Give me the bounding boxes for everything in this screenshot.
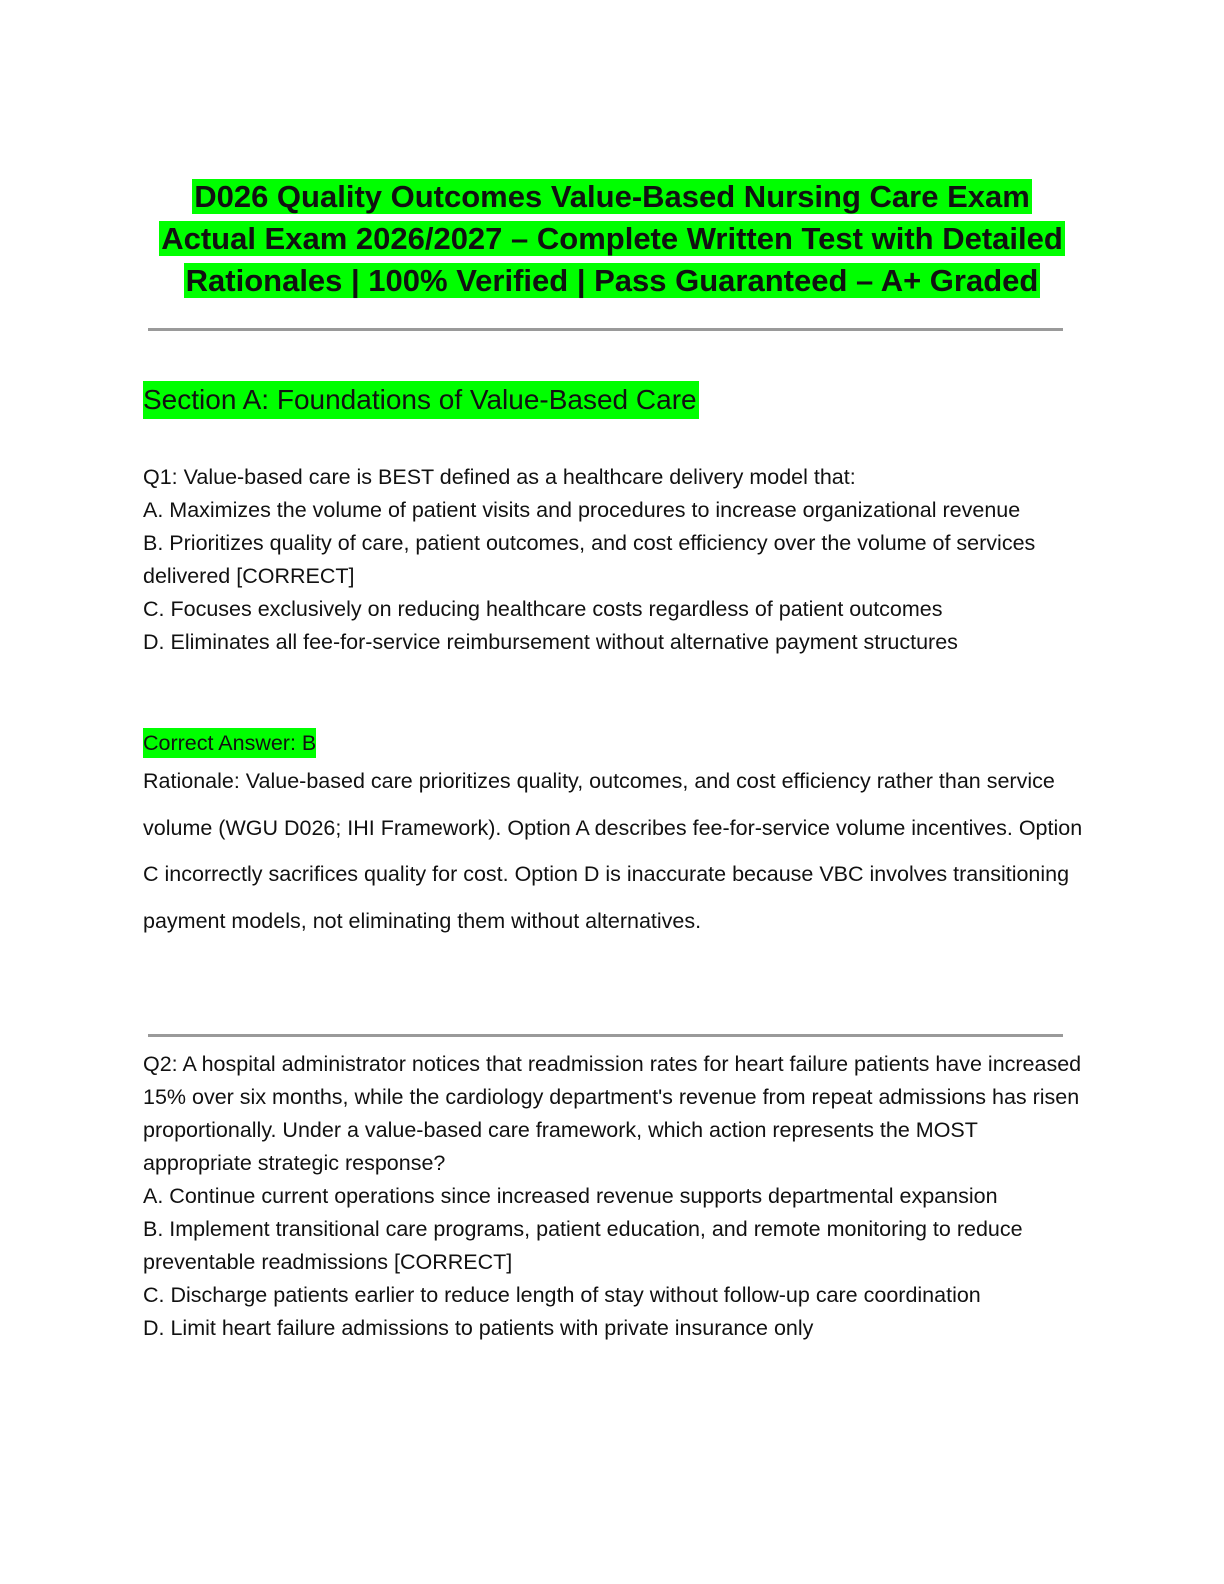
question-1-option-b: B. Prioritizes quality of care, patient outcomes, and cost efficiency over the volume of services delivered [CORRECT] [143,531,1036,588]
question-1-correct-answer: Correct Answer: B [143,728,316,758]
question-1-option-d: D. Eliminates all fee-for-service reimbursement without alternative payment structures [143,630,958,654]
horizontal-rule-top [148,328,1063,331]
title-line-2: Actual Exam 2026/2027 – Complete Written Test with Detailed [161,221,1063,256]
horizontal-rule-middle [148,1034,1063,1037]
question-1-stem: Q1: Value-based care is BEST defined as a healthcare delivery model that: [143,465,856,489]
title-line-3: Rationales | 100% Verified | Pass Guaranteed – A+ Graded [185,263,1039,298]
question-2-stem: Q2: A hospital administrator notices that readmission rates for heart failure patients have increased 15% over six months, while the cardiology department's revenue from repeat admissions has risen proportionally. Under a value-based care framework, which action represents the MOST appropriate strategic response? [143,1052,1082,1175]
document-title [140,176,1084,302]
question-1-option-a: A. Maximizes the volume of patient visits and procedures to increase organizational revenue [143,498,1021,522]
question-1 [143,461,1083,659]
question-2-option-c: C. Discharge patients earlier to reduce length of stay without follow-up care coordination [143,1283,981,1307]
question-1-rationale: Rationale: Value-based care prioritizes quality, outcomes, and cost efficiency rather than service volume (WGU D026; IHI Framework). Option A describes fee-for-service volume incentives. Option C incorrectly sacrifices quality for cost. Option D is inaccurate because VBC involves transitioning payment models, not eliminating them without alternatives. [143,769,1083,933]
question-2-option-b: B. Implement transitional care programs, patient education, and remote monitoring to reduce preventable readmissions [CORRECT] [143,1217,1023,1274]
question-2-option-a: A. Continue current operations since increased revenue supports departmental expansion [143,1184,998,1208]
title-line-1: D026 Quality Outcomes Value-Based Nursing Care Exam [194,179,1030,214]
question-1-option-c: C. Focuses exclusively on reducing healthcare costs regardless of patient outcomes [143,597,943,621]
question-2-option-d: D. Limit heart failure admissions to patients with private insurance only [143,1316,814,1340]
question-2 [143,1048,1083,1345]
section-heading: Section A: Foundations of Value-Based Care [143,381,699,419]
